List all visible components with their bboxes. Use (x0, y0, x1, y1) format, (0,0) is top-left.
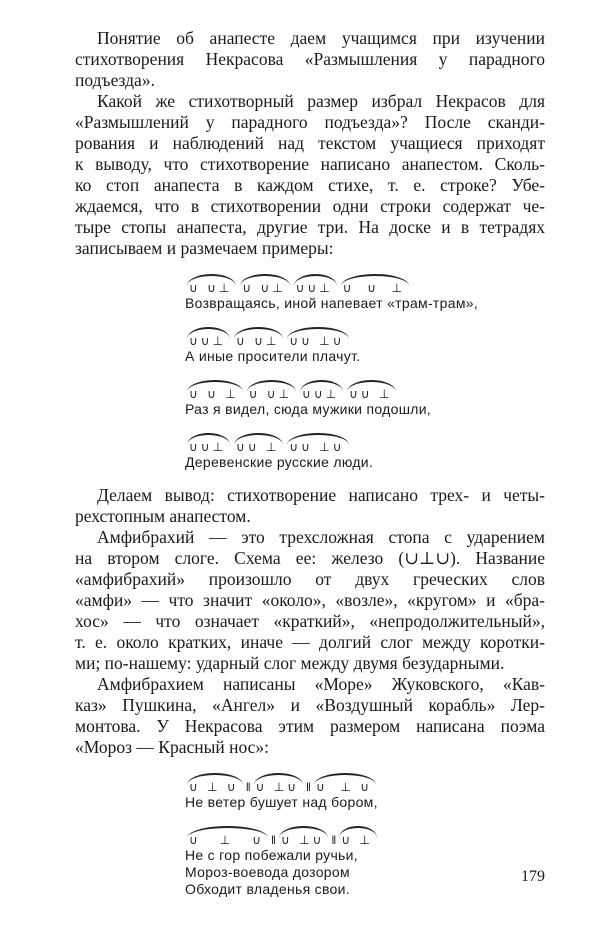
text-line: ми; по-нашему: ударный слог между двумя безударными. (75, 653, 505, 673)
scansion-marks (185, 375, 545, 401)
metrical-foot: ∪ ∪ ⊥ (339, 273, 411, 295)
verse-line: Раз я видел, сюда мужики подошли, (185, 401, 431, 417)
metrical-foot: ∪ ⊥∪ (277, 825, 330, 847)
text-line: рехстопным анапестом. (75, 506, 251, 526)
text-line: Какой же стихотворный размер избрал Некрасов для (97, 91, 545, 111)
text-line: записываем и размечаем примеры: (75, 238, 334, 258)
text-line: каз» Пушкина, «Ангел» и «Воздушный корабль» Лер- (75, 695, 545, 715)
text-line: на втором слоге. Схема ее: железо (∪⊥∪). Название (75, 548, 545, 568)
verse-line: Обходит владенья свои. (185, 881, 350, 897)
metrical-foot: ∪ ∪⊥ (185, 273, 238, 295)
metrical-foot: ∪ ∪⊥ (245, 379, 298, 401)
paragraph (75, 674, 545, 758)
verse-line: А иные просители плачут. (185, 348, 361, 364)
caesura-mark: ‖ (271, 833, 276, 847)
metrical-foot: ∪ ∪ ⊥ (185, 379, 245, 401)
text-line: тыре стопы анапеста, другие три. На доске и в тетрадях (75, 217, 545, 237)
verse-line: Не с гор побежали ручьи, (185, 847, 358, 863)
caesura-mark: ‖ (245, 780, 251, 794)
text-line: Понятие об анапесте даем учащимся при изучении (97, 28, 545, 48)
amphibrach-examples (185, 768, 545, 898)
metrical-foot: ∪∪⊥ (292, 273, 339, 295)
caesura-mark: ‖ (306, 780, 311, 794)
metrical-foot: ∪ ⊥∪ (252, 772, 305, 794)
metrical-foot: ∪ ∪⊥ (238, 273, 291, 295)
text-line: т. е. около кратких, иначе — долгий слог между коротки- (75, 632, 545, 652)
text-line: Делаем вывод: стихотворение написано трех- и четы- (97, 485, 545, 505)
text-line: подъезда». (75, 70, 155, 90)
scansion-marks (185, 428, 545, 454)
verse-line: Мороз-воевода дозором (185, 864, 350, 880)
verse-example (185, 322, 545, 365)
text-line: Амфибрахием написаны «Море» Жуковского, «Кав- (97, 674, 545, 694)
text-line: рования и наблюдений над текстом учащиеся приходят (75, 133, 545, 153)
metrical-foot: ∪ ⊥ (337, 825, 379, 847)
verse-line: Деревенские русские люди. (185, 454, 374, 470)
scansion-marks (185, 768, 545, 794)
paragraph (75, 527, 545, 674)
metrical-foot: ∪∪⊥ (185, 326, 232, 348)
anapest-examples (185, 269, 545, 471)
text-line: «Мороз — Красный нос»: (75, 737, 270, 757)
text-line: Амфибрахий — это трехсложная стопа с ударением (97, 527, 545, 547)
metrical-foot: ∪∪⊥ (185, 432, 232, 454)
verse-example (185, 768, 545, 811)
verse-line: Возвращаясь, иной напевает «трам-трам», (185, 295, 479, 311)
text-line: «Размышлений у парадного подъезда»? После сканди- (75, 112, 545, 132)
metrical-foot: ∪∪ ⊥∪ (285, 326, 350, 348)
text-line: «амфибрахий» произошло от двух греческих слов (75, 569, 545, 589)
paragraph (75, 28, 545, 91)
verse-example (185, 375, 545, 418)
metrical-foot: ∪ ⊥ ∪ (312, 772, 378, 794)
scansion-marks (185, 821, 545, 847)
page-number: 179 (521, 868, 545, 885)
metrical-foot: ∪∪⊥ (298, 379, 345, 401)
text-line: стихотворения Некрасова «Размышления у парадного (75, 49, 545, 69)
verse-line: Не ветер бушует над бором, (185, 794, 378, 810)
scansion-marks (185, 269, 545, 295)
verse-example (185, 269, 545, 312)
metrical-foot: ∪∪ ⊥∪ (285, 432, 350, 454)
metrical-foot: ∪∪ ⊥ (345, 379, 398, 401)
text-line: хос» — что означает «краткий», «непродолжительный», (75, 611, 545, 631)
verse-example (185, 821, 545, 898)
text-top (75, 28, 545, 259)
paragraph (75, 485, 545, 527)
text-middle (75, 485, 545, 758)
text-line: монтова. У Некрасова этим размером написана поэма (75, 716, 545, 736)
caesura-mark: ‖ (331, 833, 337, 847)
text-line: ждаемся, что в стихотворении одни строки содержат че- (75, 196, 545, 216)
metrical-foot: ∪ ⊥ ∪ (185, 825, 270, 847)
metrical-foot: ∪ ∪⊥ (232, 326, 285, 348)
text-line: «амфи» — что значит «около», «возле», «кругом» и «бра- (75, 590, 545, 610)
paragraph (75, 91, 545, 259)
metrical-foot: ∪∪ ⊥ (232, 432, 285, 454)
metrical-foot: ∪ ⊥ ∪ (185, 772, 245, 794)
text-line: к выводу, что стихотворение написано анапестом. Сколь- (75, 154, 545, 174)
book-page (75, 28, 545, 898)
text-line: ко стоп анапеста в каждом стихе, т. е. строке? Убе- (75, 175, 545, 195)
verse-example (185, 428, 545, 471)
scansion-marks (185, 322, 545, 348)
